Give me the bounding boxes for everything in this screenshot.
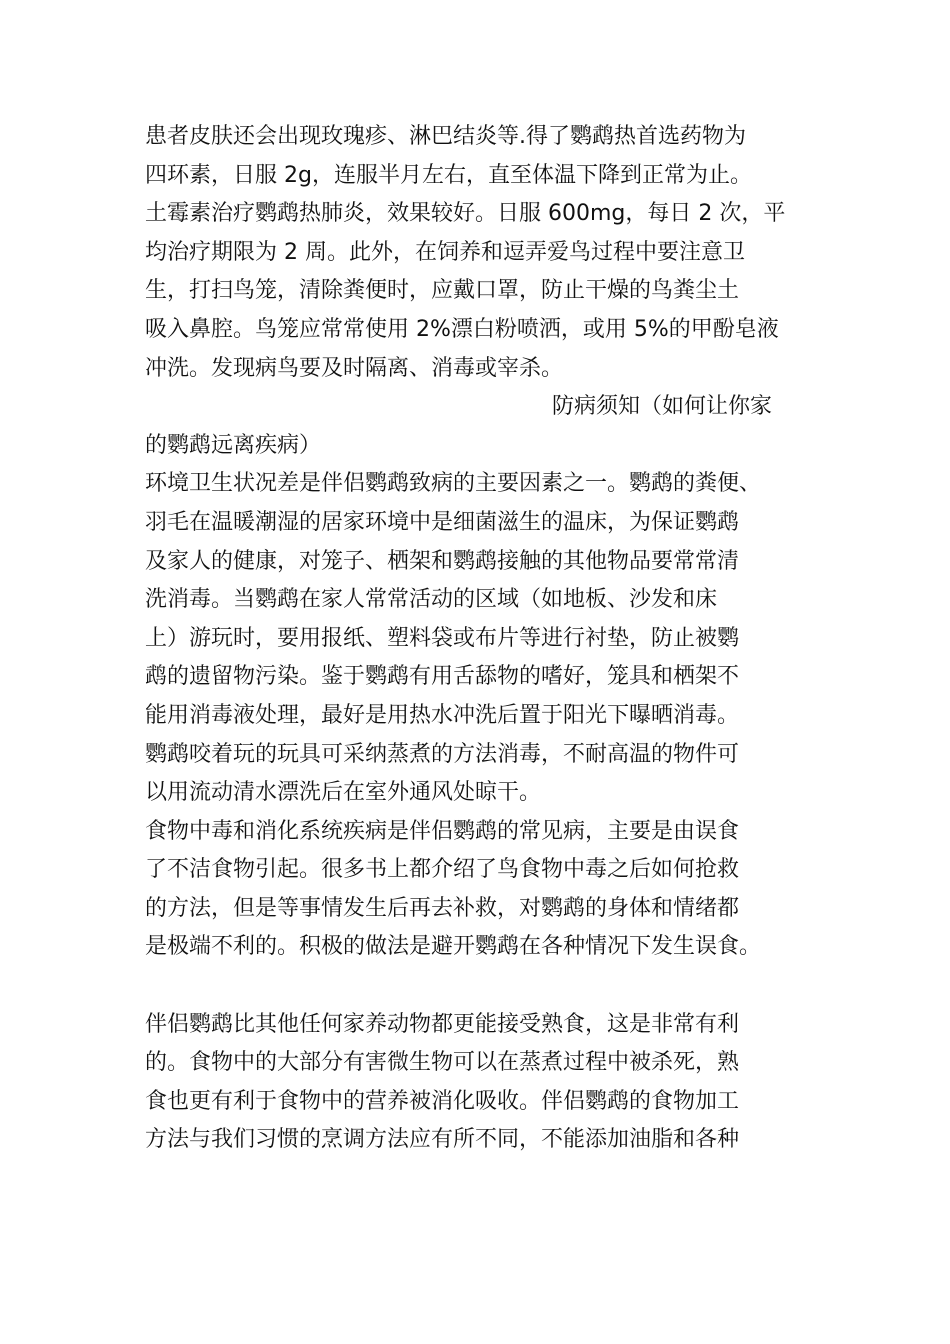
section-heading-continued: 的鹦鹉远离疾病） [145,432,322,458]
text-line: 患者皮肤还会出现玫瑰疹、淋巴结炎等.得了鹦鹉热首选药物为 [145,124,746,149]
text-line: 及家人的健康，对笼子、栖架和鹦鹉接触的其他物品要常常清 [145,548,740,574]
text-line: 的。食物中的大部分有害微生物可以在蒸煮过程中被杀死，熟 [145,1050,740,1076]
text-line: 土霉素治疗鹦鹉热肺炎，效果较好。日服 600mg，每日 2 次，平 [145,201,786,227]
text-line: 食也更有利于食物中的营养被消化吸收。伴侣鹦鹉的食物加工 [145,1088,740,1114]
text-line: 鹉的遗留物污染。鉴于鹦鹉有用舌舔物的嗜好，笼具和栖架不 [145,664,740,690]
text-line: 冲洗。发现病鸟要及时隔离、消毒或宰杀。 [145,355,564,381]
text-line: 的方法，但是等事情发生后再去补救，对鹦鹉的身体和情绪都 [145,895,740,921]
text-line: 方法与我们习惯的烹调方法应有所不同，不能添加油脂和各种 [145,1127,740,1153]
body-text [145,118,825,1160]
text-line: 了不洁食物引起。很多书上都介绍了鸟食物中毒之后如何抢救 [145,857,740,883]
text-line: 伴侣鹦鹉比其他任何家养动物都更能接受熟食，这是非常有利 [145,1011,740,1037]
text-line: 洗消毒。当鹦鹉在家人常常活动的区域（如地板、沙发和床 [145,587,718,613]
text-line: 生，打扫鸟笼，清除粪便时，应戴口罩，防止干燥的鸟粪尘土 [145,278,740,304]
text-line: 羽毛在温暖潮湿的居家环境中是细菌滋生的温床，为保证鹦鹉 [145,509,740,535]
text-line: 食物中毒和消化系统疾病是伴侣鹦鹉的常见病，主要是由误食 [145,818,740,844]
text-line: 环境卫生状况差是伴侣鹦鹉致病的主要因素之一。鹦鹉的粪便、 [145,471,762,497]
text-line: 能用消毒液处理，最好是用热水冲洗后置于阳光下曝晒消毒。 [145,702,740,728]
text-line: 上）游玩时，要用报纸、塑料袋或布片等进行衬垫，防止被鹦 [145,625,740,651]
paragraph-gap [145,967,825,1006]
text-line: 吸入鼻腔。鸟笼应常常使用 2%漂白粉喷洒，或用 5%的甲酚皂液 [145,316,779,342]
text-line: 鹦鹉咬着玩的玩具可采纳蒸煮的方法消毒，不耐高温的物件可 [145,741,740,767]
text-line: 以用流动清水漂洗后在室外通风处晾干。 [145,780,542,806]
text-line: 均治疗期限为 2 周。此外，在饲养和逗弄爱鸟过程中要注意卫 [145,239,745,265]
text-line: 是极端不利的。积极的做法是避开鹦鹉在各种情况下发生误食。 [145,934,762,960]
text-line: 四环素，日服 2g，连服半月左右，直至体温下降到正常为止。 [145,162,752,188]
section-heading: 防病须知（如何让你家 [552,394,773,420]
